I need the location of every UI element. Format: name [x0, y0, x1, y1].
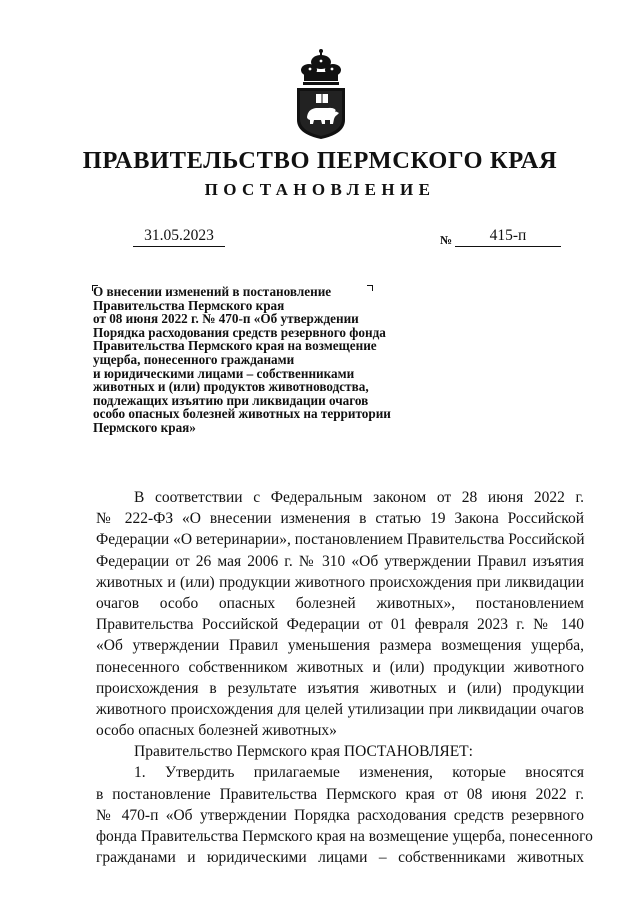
preamble-line: Федерации от 26 мая 2006 г. № 310 «Об утверждении Правил изъятия: [96, 552, 584, 570]
subject-line: от 08 июня 2022 г. № 470-п «Об утверждении: [93, 311, 359, 327]
subject-line: животных и (или) продуктов животноводства,: [93, 379, 369, 395]
item-line: № 470-п «Об утверждении Порядка расходования средств резервного: [96, 806, 584, 824]
preamble-line: животного происхождения для целей утилизации при ликвидации очагов: [96, 700, 584, 718]
number-sign: №: [440, 233, 453, 247]
subject-line: Порядка расходования средств резервного фонда: [93, 324, 386, 340]
subject-line: Правительства Пермского края: [93, 297, 285, 313]
subject-title: [93, 285, 433, 435]
preamble-line: происхождения в результате изъятия животных и (или) продукции: [96, 679, 584, 697]
preamble-line: В соответствии с Федеральным законом от 28 июня 2022 г.: [134, 489, 584, 506]
document-number: 415-п: [455, 227, 561, 247]
coat-of-arms-icon: [294, 48, 348, 140]
resolves-line: Правительство Пермского края ПОСТАНОВЛЯЕТ:: [134, 743, 473, 761]
preamble-line: очагов особо опасных болезней животных», постановлением: [96, 594, 584, 612]
preamble-line: № 222-ФЗ «О внесении изменения в статью 19 Закона Российской: [96, 510, 584, 528]
preamble-line: Правительства Российской Федерации от 01 февраля 2023 г. № 140: [96, 616, 584, 634]
subject-line: О внесении изменений в постановление: [93, 284, 332, 299]
document-type: ПОСТАНОВЛЕНИЕ: [204, 180, 436, 199]
document-body: [96, 487, 593, 868]
preamble-line: понесенного собственником животных и (или) продукции животного: [96, 658, 584, 676]
subject-line: особо опасных болезней животных на территории: [93, 406, 391, 422]
preamble-line: особо опасных болезней животных»: [96, 722, 337, 740]
subject-line: и юридическими лицами – собственниками: [93, 365, 355, 381]
subject-line: Правительства Пермского края на возмещение: [93, 338, 377, 354]
item-line: 1. Утвердить прилагаемые изменения, которые вносятся: [134, 764, 584, 782]
preamble-line: Федерации «О ветеринарии», постановлением Правительства Российской: [96, 531, 585, 549]
government-name: ПРАВИТЕЛЬСТВО ПЕРМСКОГО КРАЯ: [82, 147, 558, 174]
subject-line: подлежащих изъятию при ликвидации очагов: [93, 392, 369, 408]
document-date: 31.05.2023: [133, 227, 225, 247]
item-line: фонда Правительства Пермского края на возмещение ущерба, понесенного: [96, 828, 593, 845]
preamble-line: животных и (или) продукции животного происхождения при ликвидации: [96, 573, 584, 591]
subject-line: ущерба, понесенного гражданами: [93, 351, 295, 367]
item-line: в постановление Правительства Пермского края от 08 июня 2022 г.: [96, 785, 584, 803]
subject-line: Пермского края»: [93, 419, 196, 435]
preamble-line: «Об утверждении Правил уменьшения размера возмещения ущерба,: [96, 637, 584, 655]
item-line: гражданами и юридическими лицами – собственниками животных: [96, 849, 584, 867]
